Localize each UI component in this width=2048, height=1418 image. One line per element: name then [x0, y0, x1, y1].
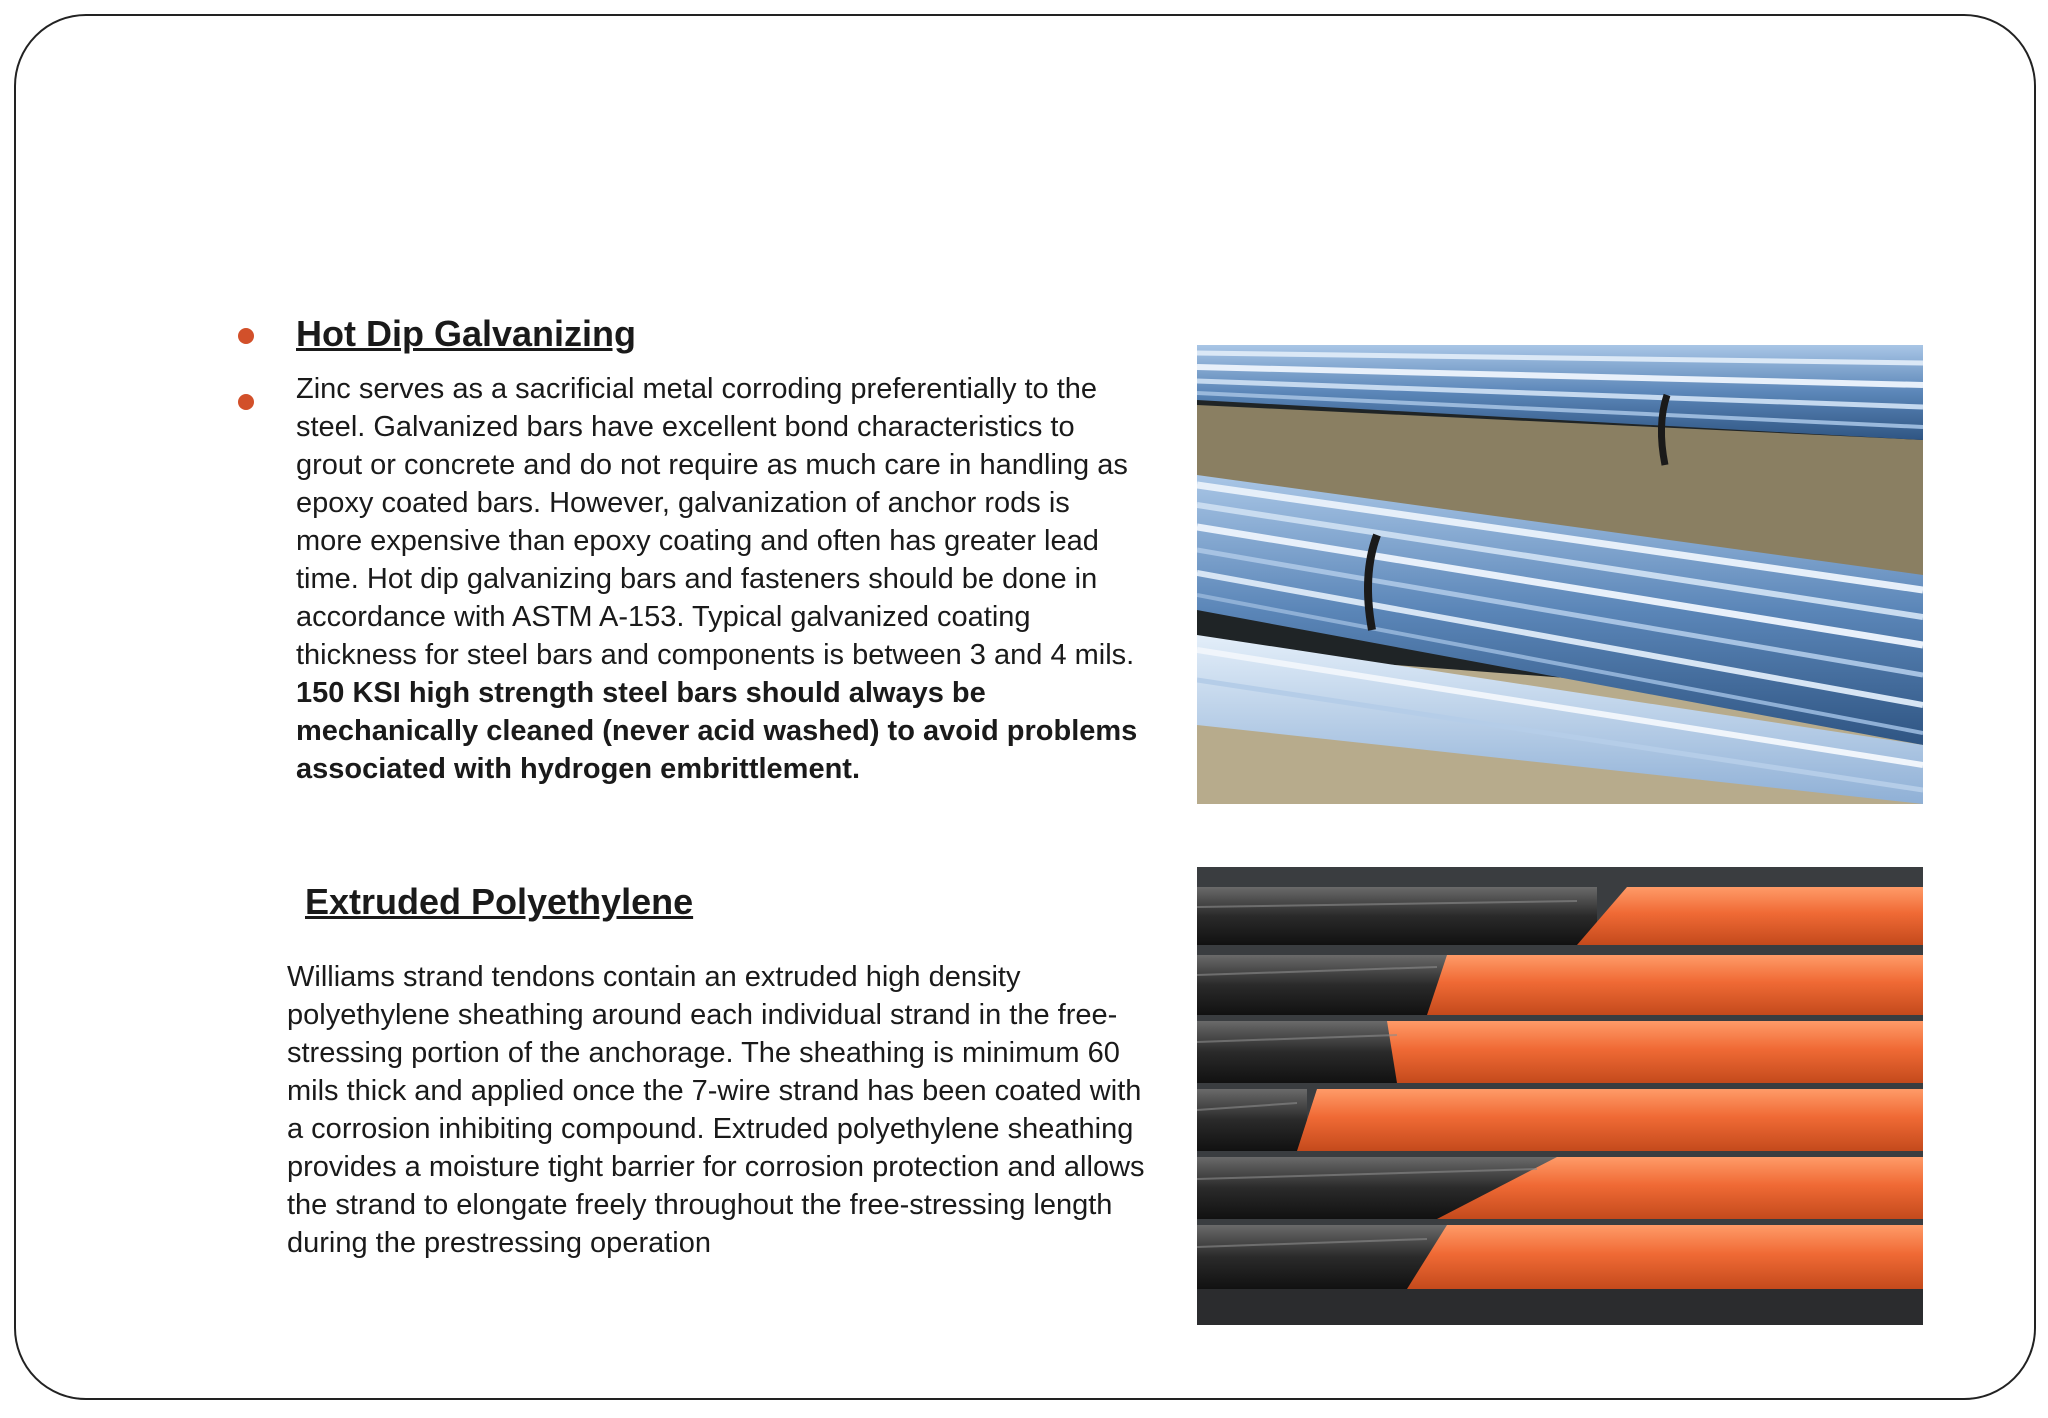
galvanizing-warning-text: 150 KSI high strength steel bars should always be mechanically cleaned (never acid washed) to avoid problems associated with hydrogen embrittlement. — [296, 677, 1138, 785]
section-heading-galvanizing: Hot Dip Galvanizing — [296, 313, 637, 354]
bullet-icon — [238, 394, 254, 410]
bullet-icon — [238, 328, 254, 344]
galvanizing-section — [220, 300, 1140, 788]
polyethylene-strands-image — [1197, 867, 1923, 1325]
section-heading-polyethylene: Extruded Polyethylene — [305, 881, 694, 922]
bullet-item-heading — [220, 312, 1140, 356]
galvanized-bars-image — [1197, 345, 1923, 804]
bullet-item-body — [220, 370, 1140, 788]
polyethylene-paragraph: Williams strand tendons contain an extruded high density polyethylene sheathing around each individual strand in the free-stressing portion of the anchorage. The sheathing is minimum 60 mils thick and applied once the 7-wire strand has been coated with a corrosion inhibiting compound. Extruded polyethylene sheathing provides a moisture tight barrier for corrosion protection and allows the strand to elongate freely throughout the free-stressing length during the prestressing operation — [287, 961, 1145, 1259]
galvanizing-paragraph — [296, 370, 1140, 788]
galvanizing-text: Zinc serves as a sacrificial metal corroding preferentially to the steel. Galvanized bars have excellent bond characteristics to grout or concrete and do not require as much care in handling as epoxy coated bars. However, galvanization of anchor rods is more expensive than epoxy coating and often has greater lead time. Hot dip galvanizing bars and fasteners should be done in accordance with ASTM A-153. Typical galvanized coating thickness for steel bars and components is between 3 and 4 mils. — [296, 373, 1135, 671]
